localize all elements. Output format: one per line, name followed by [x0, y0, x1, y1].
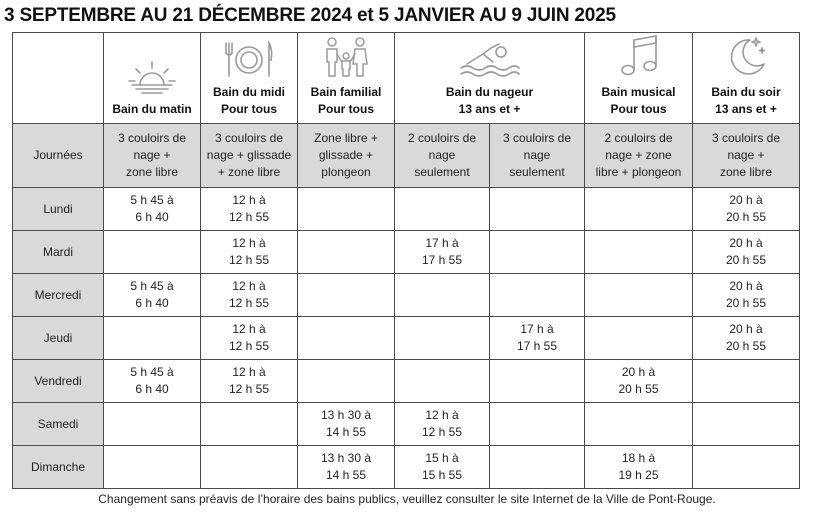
- description-line: 3 couloirs de: [502, 131, 572, 145]
- description-line: + zone libre: [217, 165, 281, 179]
- time-text: 20 h 55: [725, 253, 767, 267]
- time-text: 12 h à: [232, 236, 266, 250]
- schedule-cell: [395, 317, 490, 360]
- schedule-cell: [104, 446, 201, 489]
- time-text: 15 h 55: [421, 468, 463, 482]
- time-text: 13 h 30 à: [320, 451, 372, 465]
- description-row: [13, 124, 800, 188]
- description-line: seulement: [414, 165, 470, 179]
- time-text: 5 h 45 à: [130, 365, 174, 379]
- schedule-cell: [201, 188, 298, 231]
- col-header-soir: [693, 33, 800, 124]
- schedule-cell: [298, 403, 395, 446]
- time-text: 14 h 55: [325, 425, 367, 439]
- time-text: 14 h 55: [325, 468, 367, 482]
- schedule-cell: [585, 231, 693, 274]
- col-sublabel-5: Pour tous: [610, 102, 667, 116]
- music-note-icon: [617, 34, 661, 78]
- col-sublabel-2: Pour tous: [221, 102, 277, 116]
- time-text: 20 h 55: [725, 210, 767, 224]
- family-icon: [322, 36, 370, 78]
- schedule-cell: [298, 231, 395, 274]
- schedule-cell: [298, 317, 395, 360]
- schedule-cell: [490, 360, 585, 403]
- schedule-cell: [585, 403, 693, 446]
- table-row: [13, 446, 800, 489]
- time-text: 15 h à: [425, 451, 459, 465]
- schedule-cell: [104, 403, 201, 446]
- time-text: 12 h 55: [228, 382, 270, 396]
- description-line: 3 couloirs de: [117, 131, 187, 145]
- schedule-cell: [490, 446, 585, 489]
- time-text: 6 h 40: [135, 296, 169, 310]
- table-row: [13, 403, 800, 446]
- schedule-cell: [693, 446, 800, 489]
- time-text: 20 h 55: [725, 296, 767, 310]
- time-text: 19 h 25: [618, 468, 659, 482]
- description-cell: [693, 124, 800, 188]
- schedule-cell: [104, 274, 201, 317]
- schedule-cell: [201, 403, 298, 446]
- table-row: [13, 274, 800, 317]
- day-name: Jeudi: [13, 317, 104, 360]
- schedule-table: [12, 32, 800, 489]
- description-line: nage: [428, 148, 456, 162]
- col-sublabel-4: 13 ans et +: [458, 102, 521, 116]
- time-text: 6 h 40: [135, 210, 169, 224]
- time-text: 6 h 40: [135, 382, 169, 396]
- schedule-cell: [201, 231, 298, 274]
- schedule-cell: [693, 188, 800, 231]
- schedule-cell: [395, 403, 490, 446]
- corner-cell: [13, 33, 104, 124]
- time-text: 20 h à: [729, 193, 763, 207]
- time-text: 17 h 55: [421, 253, 463, 267]
- schedule-cell: [585, 317, 693, 360]
- day-name: Dimanche: [13, 446, 104, 489]
- plate-cutlery-icon: [224, 40, 274, 78]
- schedule-cell: [298, 188, 395, 231]
- schedule-cell: [490, 274, 585, 317]
- description-line: nage + glissade: [206, 148, 292, 162]
- description-line: libre + plongeon: [595, 165, 682, 179]
- description-cell: [490, 124, 585, 188]
- description-line: nage +: [727, 148, 765, 162]
- schedule-cell: [201, 446, 298, 489]
- description-line: nage: [523, 148, 551, 162]
- time-text: 12 h 55: [228, 210, 270, 224]
- schedule-cell: [693, 360, 800, 403]
- col-label-4: Bain du nageur: [445, 85, 534, 99]
- footer-note: Changement sans préavis de l’horaire des bains publics, veuillez consulter le site Internet de la Ville de Pont-Rouge.: [98, 492, 716, 506]
- header-row: [13, 33, 800, 124]
- time-text: 12 h à: [232, 365, 266, 379]
- description-line: 3 couloirs de: [214, 131, 284, 145]
- description-line: Zone libre +: [314, 131, 378, 145]
- time-text: 20 h 55: [618, 382, 659, 396]
- time-text: 18 h à: [621, 451, 656, 465]
- time-text: 20 h à: [621, 365, 656, 379]
- time-text: 5 h 45 à: [130, 279, 174, 293]
- time-text: 12 h 55: [228, 339, 270, 353]
- col-sublabel-6: 13 ans et +: [715, 102, 777, 116]
- time-text: 20 h à: [729, 322, 763, 336]
- schedule-cell: [693, 317, 800, 360]
- schedule-cell: [104, 188, 201, 231]
- col-header-matin: [104, 33, 201, 124]
- schedule-cell: [693, 403, 800, 446]
- schedule-cell: [490, 403, 585, 446]
- schedule-cell: [490, 231, 585, 274]
- schedule-cell: [104, 317, 201, 360]
- description-cell: [201, 124, 298, 188]
- time-text: 12 h 55: [421, 425, 463, 439]
- description-cell: [104, 124, 201, 188]
- col-header-musical: [585, 33, 693, 124]
- col-sublabel-3: Pour tous: [318, 102, 374, 116]
- col-header-midi: [201, 33, 298, 124]
- schedule-cell: [298, 446, 395, 489]
- description-line: glissade +: [318, 148, 374, 162]
- schedule-cell: [395, 360, 490, 403]
- time-text: 17 h 55: [516, 339, 558, 353]
- schedule-cell: [395, 446, 490, 489]
- time-text: 12 h 55: [228, 296, 270, 310]
- schedule-cell: [585, 360, 693, 403]
- description-line: zone libre: [719, 165, 773, 179]
- day-name: Samedi: [13, 403, 104, 446]
- time-text: 20 h à: [729, 236, 763, 250]
- day-name: Lundi: [13, 188, 104, 231]
- time-text: 17 h à: [425, 236, 459, 250]
- day-name: Mercredi: [13, 274, 104, 317]
- table-row: [13, 231, 800, 274]
- description-line: 2 couloirs de: [407, 131, 477, 145]
- time-text: 17 h à: [520, 322, 554, 336]
- time-text: 12 h à: [232, 193, 266, 207]
- time-text: 20 h 55: [725, 339, 767, 353]
- col-label-3: Bain familial: [310, 85, 382, 99]
- time-text: 13 h 30 à: [320, 408, 372, 422]
- table-row: [13, 360, 800, 403]
- schedule-cell: [298, 360, 395, 403]
- col-label-1: Bain du matin: [112, 102, 192, 116]
- col-label-6: Bain du soir: [711, 85, 781, 99]
- time-text: 12 h 55: [228, 253, 270, 267]
- col-header-familial: [298, 33, 395, 124]
- schedule-cell: [104, 360, 201, 403]
- schedule-cell: [585, 446, 693, 489]
- schedule-cell: [201, 360, 298, 403]
- schedule-cell: [395, 188, 490, 231]
- schedule-cell: [201, 317, 298, 360]
- description-line: zone libre: [125, 165, 179, 179]
- schedule-cell: [693, 274, 800, 317]
- schedule-cell: [693, 231, 800, 274]
- day-name: Mardi: [13, 231, 104, 274]
- day-name: Vendredi: [13, 360, 104, 403]
- schedule-cell: [201, 274, 298, 317]
- time-text: 5 h 45 à: [130, 193, 174, 207]
- schedule-cell: [395, 274, 490, 317]
- time-text: 20 h à: [729, 279, 763, 293]
- description-cell: [585, 124, 693, 188]
- schedule-cell: [585, 274, 693, 317]
- col-label-2: Bain du midi: [213, 85, 285, 99]
- description-cell: [395, 124, 490, 188]
- description-line: nage +: [133, 148, 171, 162]
- schedule-cell: [298, 274, 395, 317]
- time-text: 12 h à: [425, 408, 459, 422]
- moon-stars-icon: [724, 34, 768, 78]
- description-line: nage + zone: [605, 148, 672, 162]
- time-text: 12 h à: [232, 322, 266, 336]
- page-title: 3 SEPTEMBRE AU 21 DÉCEMBRE 2024 et 5 JANVIER AU 9 JUIN 2025: [4, 5, 616, 26]
- col-header-nageur: [395, 33, 585, 124]
- schedule-cell: [585, 188, 693, 231]
- description-line: seulement: [509, 165, 565, 179]
- swimmer-icon: [459, 40, 521, 78]
- description-cell: [298, 124, 395, 188]
- time-text: 12 h à: [232, 279, 266, 293]
- row-label-journees: Journées: [13, 124, 104, 188]
- schedule-cell: [395, 231, 490, 274]
- table-row: [13, 317, 800, 360]
- sunrise-icon: [126, 59, 178, 95]
- schedule-cell: [490, 317, 585, 360]
- schedule-cell: [490, 188, 585, 231]
- description-line: 2 couloirs de: [604, 131, 673, 145]
- schedule-cell: [104, 231, 201, 274]
- col-label-5: Bain musical: [601, 85, 676, 99]
- description-line: plongeon: [321, 165, 371, 179]
- table-row: [13, 188, 800, 231]
- description-line: 3 couloirs de: [711, 131, 781, 145]
